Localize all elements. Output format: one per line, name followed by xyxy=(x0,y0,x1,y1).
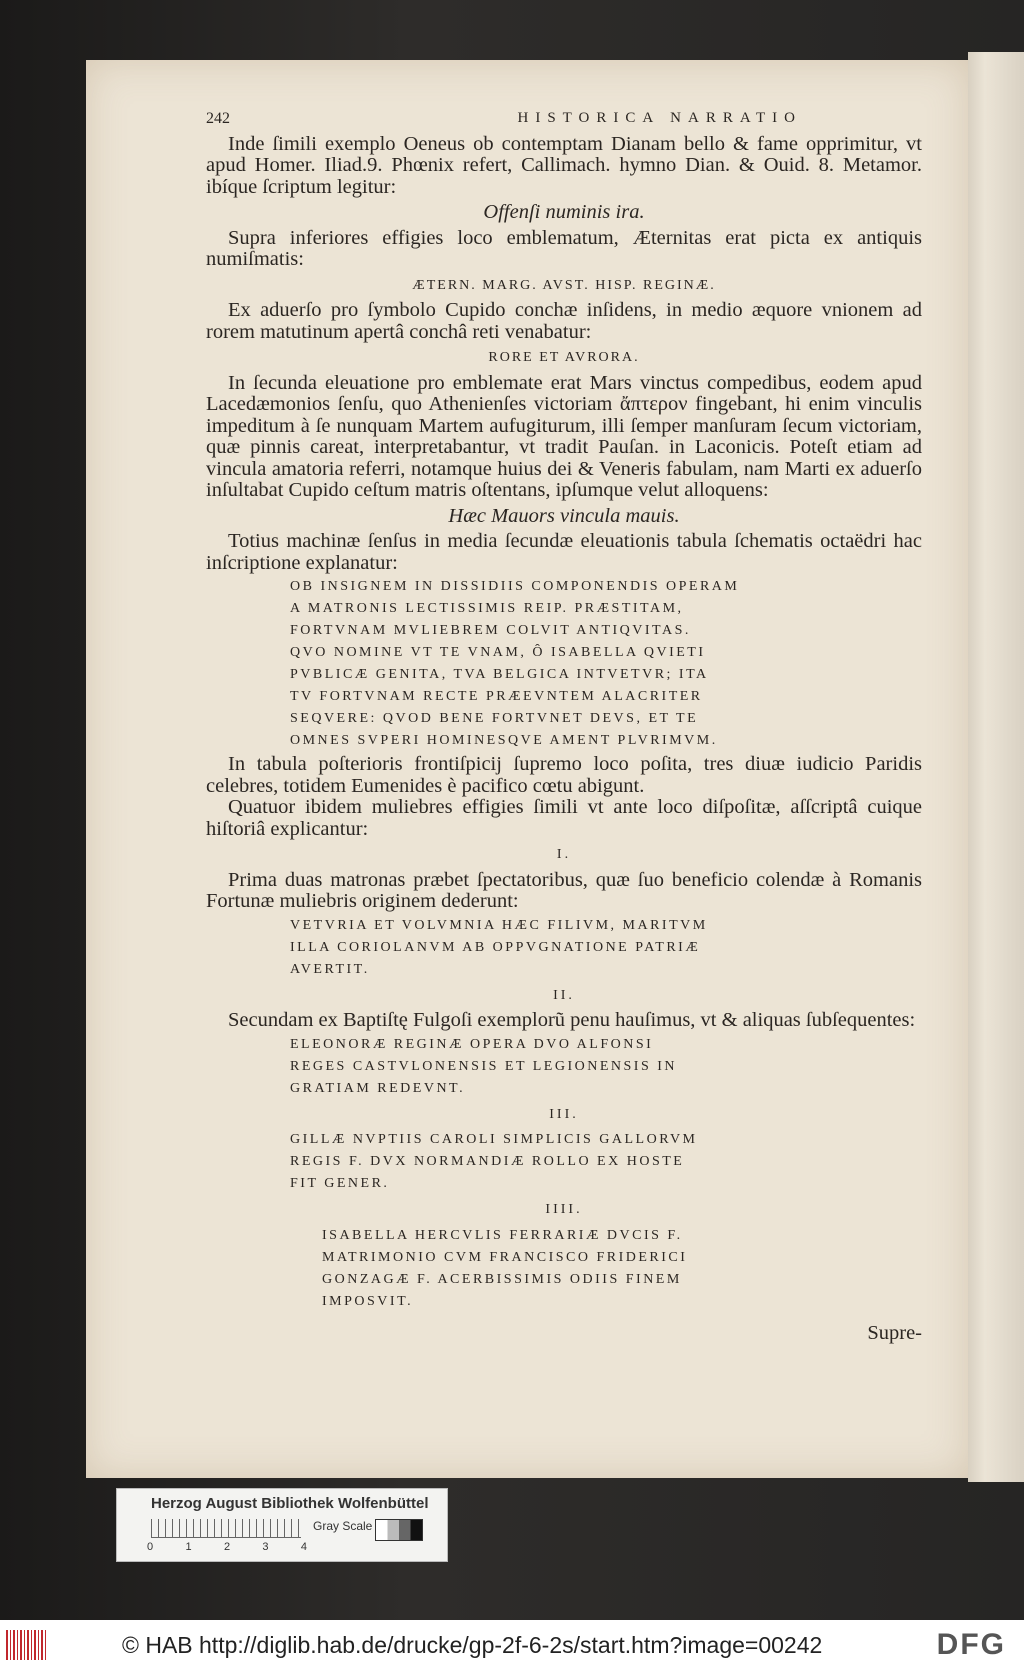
inscription-line: AVERTIT. xyxy=(290,961,370,977)
ruler-tick-label: 3 xyxy=(262,1541,269,1553)
running-head xyxy=(206,108,922,130)
inscription-line: FORTVNAM MVLIEBREM COLVIT ANTIQVITAS. xyxy=(290,623,691,638)
inscription-line: PVBLICÆ GENITA, TVA BELGICA INTVETVR; ITA xyxy=(290,667,709,682)
section-number: II. xyxy=(553,987,575,1003)
page-text xyxy=(206,108,922,1344)
italic-motto: Offenſi numinis ira. xyxy=(483,201,645,223)
viewer-footer xyxy=(0,1620,1024,1669)
inscription-line: A MATRONIS LECTISSIMIS REIP. PRÆSTITAM, xyxy=(290,601,684,616)
paragraph: Supra inferiores effigies loco emblematum, Æternitas erat picta ex antiquis numiſmatis: xyxy=(206,226,922,270)
gray-scale-label: Gray Scale xyxy=(313,1519,373,1533)
ruler-tick-label: 4 xyxy=(300,1541,307,1553)
text-blocks xyxy=(206,134,922,1313)
paragraph: Prima duas matronas præbet ſpectatoribus, quæ ſuo beneficio colendæ à Romanis Fortunæ muliebris originem dederunt: xyxy=(206,868,922,912)
paragraph: Inde ſimili exemplo Oeneus ob contemptam Dianam bello & fame opprimitur, vt apud Homer. Iliad.9. Phœnix refert, Callimach. hymno Dian. & Ouid. 8. Metamor. ibíque ſcriptum legitur: xyxy=(206,132,922,198)
caps-motto: RORE ET AVRORA. xyxy=(488,350,640,365)
inscription-line: ELEONORÆ REGINÆ OPERA DVO ALFONSI xyxy=(290,1036,654,1052)
inscription-block xyxy=(206,576,922,752)
inscription-line: TV FORTVNAM RECTE PRÆEVNTEM ALACRITER xyxy=(290,689,703,704)
inscription-line: ISABELLA HERCVLIS FERRARIÆ DVCIS F. xyxy=(322,1227,683,1243)
paragraph: Ex aduerſo pro ſymbolo Cupido conchæ inſidens, in medio æquore vnionem ad rorem matutinum apertâ conchâ reti venabatur: xyxy=(206,299,922,343)
paragraph: Secundam ex Baptiſtę Fulgoſi exemplorũ penu hauſimus, vt & aliquas ſubſequentes: xyxy=(228,1009,916,1031)
inscription-line: SEQVERE: QVOD BENE FORTVNET DEVS, ET TE xyxy=(290,711,699,726)
inscription-line: ILLA CORIOLANVM AB OPPVGNATIONE PATRIÆ xyxy=(290,939,701,955)
ruler-tick-label: 1 xyxy=(185,1541,192,1553)
inscription-block xyxy=(206,1034,922,1100)
inscription-line: VETVRIA ET VOLVMNIA HÆC FILIVM, MARITVM xyxy=(290,917,708,933)
inscription-line: QVO NOMINE VT TE VNAM, Ô ISABELLA QVIETI xyxy=(290,645,706,660)
italic-motto: Hæc Mauors vincula mauis. xyxy=(448,504,680,527)
inscription-block xyxy=(206,1225,922,1313)
inscription-line: OB INSIGNEM IN DISSIDIIS COMPONENDIS OPERAM xyxy=(290,579,740,594)
paragraph: Totius machinæ ſenſus in media ſecundæ eleuationis tabula ſchematis octaëdri hac inſcriptione explanatur: xyxy=(206,530,922,574)
inscription-line: IMPOSVIT. xyxy=(322,1293,414,1309)
section-number: IIII. xyxy=(545,1202,583,1217)
ruler-tick-label: 0 xyxy=(147,1541,154,1553)
inscription-line: GONZAGÆ F. ACERBISSIMIS ODIIS FINEM xyxy=(322,1271,682,1287)
inscription-line: MATRIMONIO CVM FRANCISCO FRIDERICI xyxy=(322,1249,688,1265)
ruler-tick-label: 2 xyxy=(223,1541,231,1553)
paragraph: In tabula poſterioris frontiſpicij ſupremo loco poſita, tres diuæ iudicio Paridis celebres, totidem Eumenides è pacifico cœtu abigunt. xyxy=(206,753,922,797)
running-title: HISTORICA NARRATIO xyxy=(517,110,802,126)
catchword: Supre- xyxy=(867,1321,922,1344)
section-number: III. xyxy=(549,1106,579,1122)
ruler-ticks xyxy=(147,1541,307,1553)
inscription-block xyxy=(206,915,922,981)
scale-ruler xyxy=(151,1519,301,1538)
library-name: Herzog August Bibliothek Wolfenbüttel xyxy=(151,1495,429,1512)
inscription-line: FIT GENER. xyxy=(290,1176,390,1191)
inscription-line: REGES CASTVLONENSIS ET LEGIONENSIS IN xyxy=(290,1058,678,1074)
inscription-block xyxy=(206,1129,922,1195)
color-calibration-bar xyxy=(116,1488,448,1562)
paragraph: Quatuor ibidem muliebres effigies ſimili vt ante loco diſpoſitæ, aſſcriptâ cuique hiſtoriâ explicantur: xyxy=(206,796,922,840)
page-edge-stack xyxy=(968,52,1024,1482)
paragraph: In ſecunda eleuatione pro emblemate erat Mars vinctus compedibus, eodem apud Lacedæmonios ſenſu, quo Athenienſes victoriam ἄπτερον fingebant, hi enim vinculis impeditum à ſe nunquam Martem aufugiturum, illi ſemper manſuram ſecum victoriam, quæ pinnis careat, interpretabantur, vt tradit Pauſan. in Laconicis. Poteſt etiam ad vincula amatoria referri, notamque huius dei & Veneris fabulam, nam Marti ex aduerſo inſultabat Cupido ceſtum matris oſtentans, ipſumque velut alloquens: xyxy=(206,371,922,501)
gray-scale-swatch xyxy=(375,1519,423,1541)
caps-motto: ÆTERN. MARG. AVST. HISP. REGINÆ. xyxy=(412,277,716,293)
dfg-logo: DFG xyxy=(936,1628,1006,1661)
inscription-line: OMNES SVPERI HOMINESQVE AMENT PLVRIMVM. xyxy=(290,733,718,748)
inscription-line: GRATIAM REDEVNT. xyxy=(290,1080,466,1096)
inscription-line: GILLÆ NVPTIIS CAROLI SIMPLICIS GALLORVM xyxy=(290,1132,698,1147)
section-number: I. xyxy=(556,847,572,862)
hab-barcode-icon xyxy=(6,1630,48,1660)
inscription-line: REGIS F. DVX NORMANDIÆ ROLLO EX HOSTE xyxy=(290,1154,685,1169)
source-credit-link[interactable]: © HAB http://diglib.hab.de/drucke/gp-2f-6-2s/start.htm?image=00242 xyxy=(122,1632,823,1658)
page-number: 242 xyxy=(206,110,230,127)
